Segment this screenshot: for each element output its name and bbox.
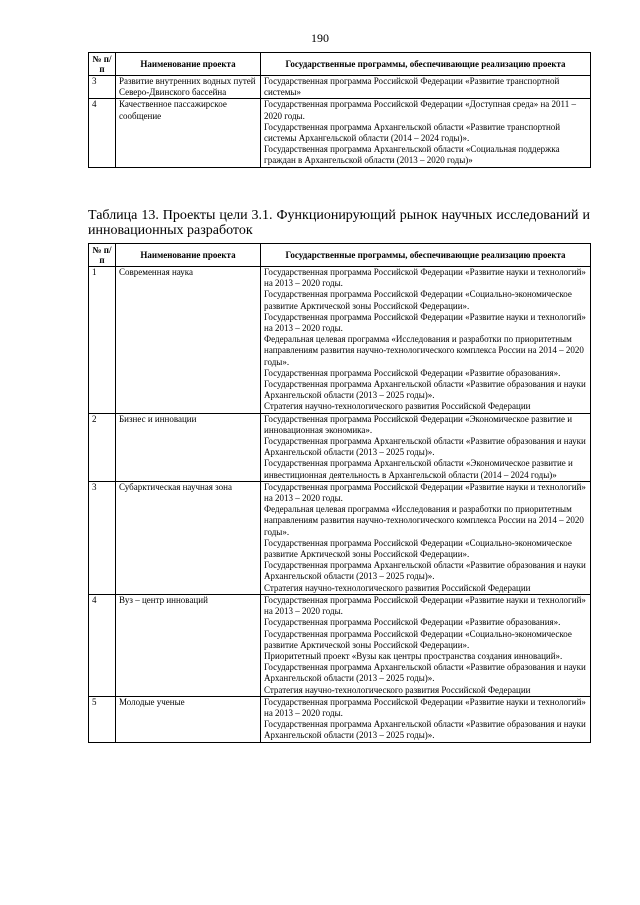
projects-table-goal-3-1 <box>88 243 591 743</box>
table-caption: Таблица 13. Проекты цели 3.1. Функционирующий рынок научных исследований и инновационных разработок <box>88 208 590 238</box>
project-name: Вуз – центр инноваций <box>116 594 261 696</box>
program-entry: Стратегия научно-технологического развития Российской Федерации <box>264 582 531 593</box>
projects-table-continued <box>88 52 591 168</box>
programs-cell <box>261 413 591 481</box>
row-number: 4 <box>89 99 116 167</box>
program-entry: Стратегия научно-технологического развития Российской Федерации <box>264 684 531 695</box>
header-project-name: Наименование проекта <box>116 244 261 267</box>
program-entry: Государственная программа Российской Федерации «Доступная среда» на 2011 – 2020 годы. <box>264 99 576 121</box>
row-number: 1 <box>89 267 116 414</box>
project-name: Качественное пассажирское сообщение <box>116 99 261 167</box>
program-entry: Государственная программа Архангельской области «Развитие образования и науки Архангельской области (2013 – 2025 годы)». <box>264 662 586 684</box>
program-entry: Государственная программа Российской Федерации «Развитие транспортной системы» <box>264 76 560 98</box>
program-entry: Государственная программа Российской Федерации «Развитие образования». <box>264 367 561 378</box>
row-number: 3 <box>89 481 116 594</box>
program-entry: Приоритетный проект «Вузы как центры пространства создания инноваций». <box>264 650 563 661</box>
programs-cell <box>261 696 591 742</box>
program-entry: Государственная программа Российской Федерации «Социально-экономическое развитие Арктической зоны Российской Федерации». <box>264 628 572 650</box>
page-number: 190 <box>311 31 329 45</box>
program-entry: Государственная программа Российской Федерации «Развитие науки и технологий» на 2013 – 2020 годы. <box>264 696 586 718</box>
program-entry: Государственная программа Архангельской области «Развитие образования и науки Архангельской области (2013 – 2025 годы)». <box>264 379 586 401</box>
row-number: 4 <box>89 594 116 696</box>
program-entry: Государственная программа Российской Федерации «Развитие образования». <box>264 617 561 628</box>
header-project-name: Наименование проекта <box>116 53 261 76</box>
project-name: Современная наука <box>116 267 261 414</box>
program-entry: Государственная программа Архангельской области «Развитие образования и науки Архангельской области (2013 – 2025 годы)». <box>264 719 586 741</box>
programs-cell <box>261 481 591 594</box>
table-row <box>89 267 591 414</box>
row-number: 5 <box>89 696 116 742</box>
program-entry: Государственная программа Российской Федерации «Развитие науки и технологий» на 2013 – 2020 годы. <box>264 267 586 289</box>
program-entry: Государственная программа Российской Федерации «Развитие науки и технологий» на 2013 – 2020 годы. <box>264 594 586 617</box>
program-entry: Федеральная целевая программа «Исследования и разработки по приоритетным направлениям развития научно-технологического комплекса России на 2014 – 2020 годы». <box>264 334 584 367</box>
program-entry: Государственная программа Российской Федерации «Экономическое развитие и инновационная экономика». <box>264 413 573 435</box>
programs-cell <box>261 99 591 167</box>
table-row <box>89 594 591 696</box>
program-entry: Государственная программа Российской Федерации «Социально-экономическое развитие Арктической зоны Российской Федерации». <box>264 537 572 560</box>
table-header-row <box>89 53 591 76</box>
table-row <box>89 481 591 594</box>
table-row <box>89 413 591 481</box>
row-number: 2 <box>89 413 116 481</box>
row-number: 3 <box>89 76 116 99</box>
program-entry: Стратегия научно-технологического развития Российской Федерации <box>264 401 531 412</box>
program-entry: Государственная программа Российской Федерации «Развитие науки и технологий» на 2013 – 2020 годы. <box>264 311 586 334</box>
table-row <box>89 99 591 167</box>
programs-cell <box>261 594 591 696</box>
project-name: Молодые ученые <box>116 696 261 742</box>
program-entry: Государственная программа Архангельской области «Социальная поддержка граждан в Архангельской области (2013 – 2020 годы)» <box>264 144 560 166</box>
program-entry: Государственная программа Архангельской области «Развитие образования и науки Архангельской области (2013 – 2025 годы)». <box>264 560 586 582</box>
program-entry: Федеральная целевая программа «Исследования и разработки по приоритетным направлениям развития научно-технологического комплекса России на 2014 – 2020 годы». <box>264 504 584 537</box>
programs-cell <box>261 267 591 414</box>
header-number: № п/п <box>89 53 116 76</box>
header-programs: Государственные программы, обеспечивающие реализацию проекта <box>261 244 591 267</box>
header-programs: Государственные программы, обеспечивающие реализацию проекта <box>261 53 591 76</box>
table-row <box>89 76 591 99</box>
project-name: Развитие внутренних водных путей Северо-Двинского бассейна <box>116 76 261 99</box>
programs-cell <box>261 76 591 99</box>
header-number: № п/п <box>89 244 116 267</box>
program-entry: Государственная программа Архангельской области «Развитие транспортной системы Архангельской области (2014 – 2024 годы)». <box>264 121 561 144</box>
project-name: Бизнес и инновации <box>116 413 261 481</box>
project-name: Субарктическая научная зона <box>116 481 261 594</box>
program-entry: Государственная программа Российской Федерации «Развитие науки и технологий» на 2013 – 2020 годы. <box>264 481 586 504</box>
table-header-row <box>89 244 591 267</box>
program-entry: Государственная программа Российской Федерации «Социально-экономическое развитие Арктической зоны Российской Федерации». <box>264 289 572 311</box>
table-row <box>89 696 591 742</box>
program-entry: Государственная программа Архангельской области «Экономическое развитие и инвестиционная деятельность в Архангельской области (2014 – 2024 годы)» <box>264 458 573 480</box>
program-entry: Государственная программа Архангельской области «Развитие образования и науки Архангельской области (2013 – 2025 годы)». <box>264 436 586 458</box>
